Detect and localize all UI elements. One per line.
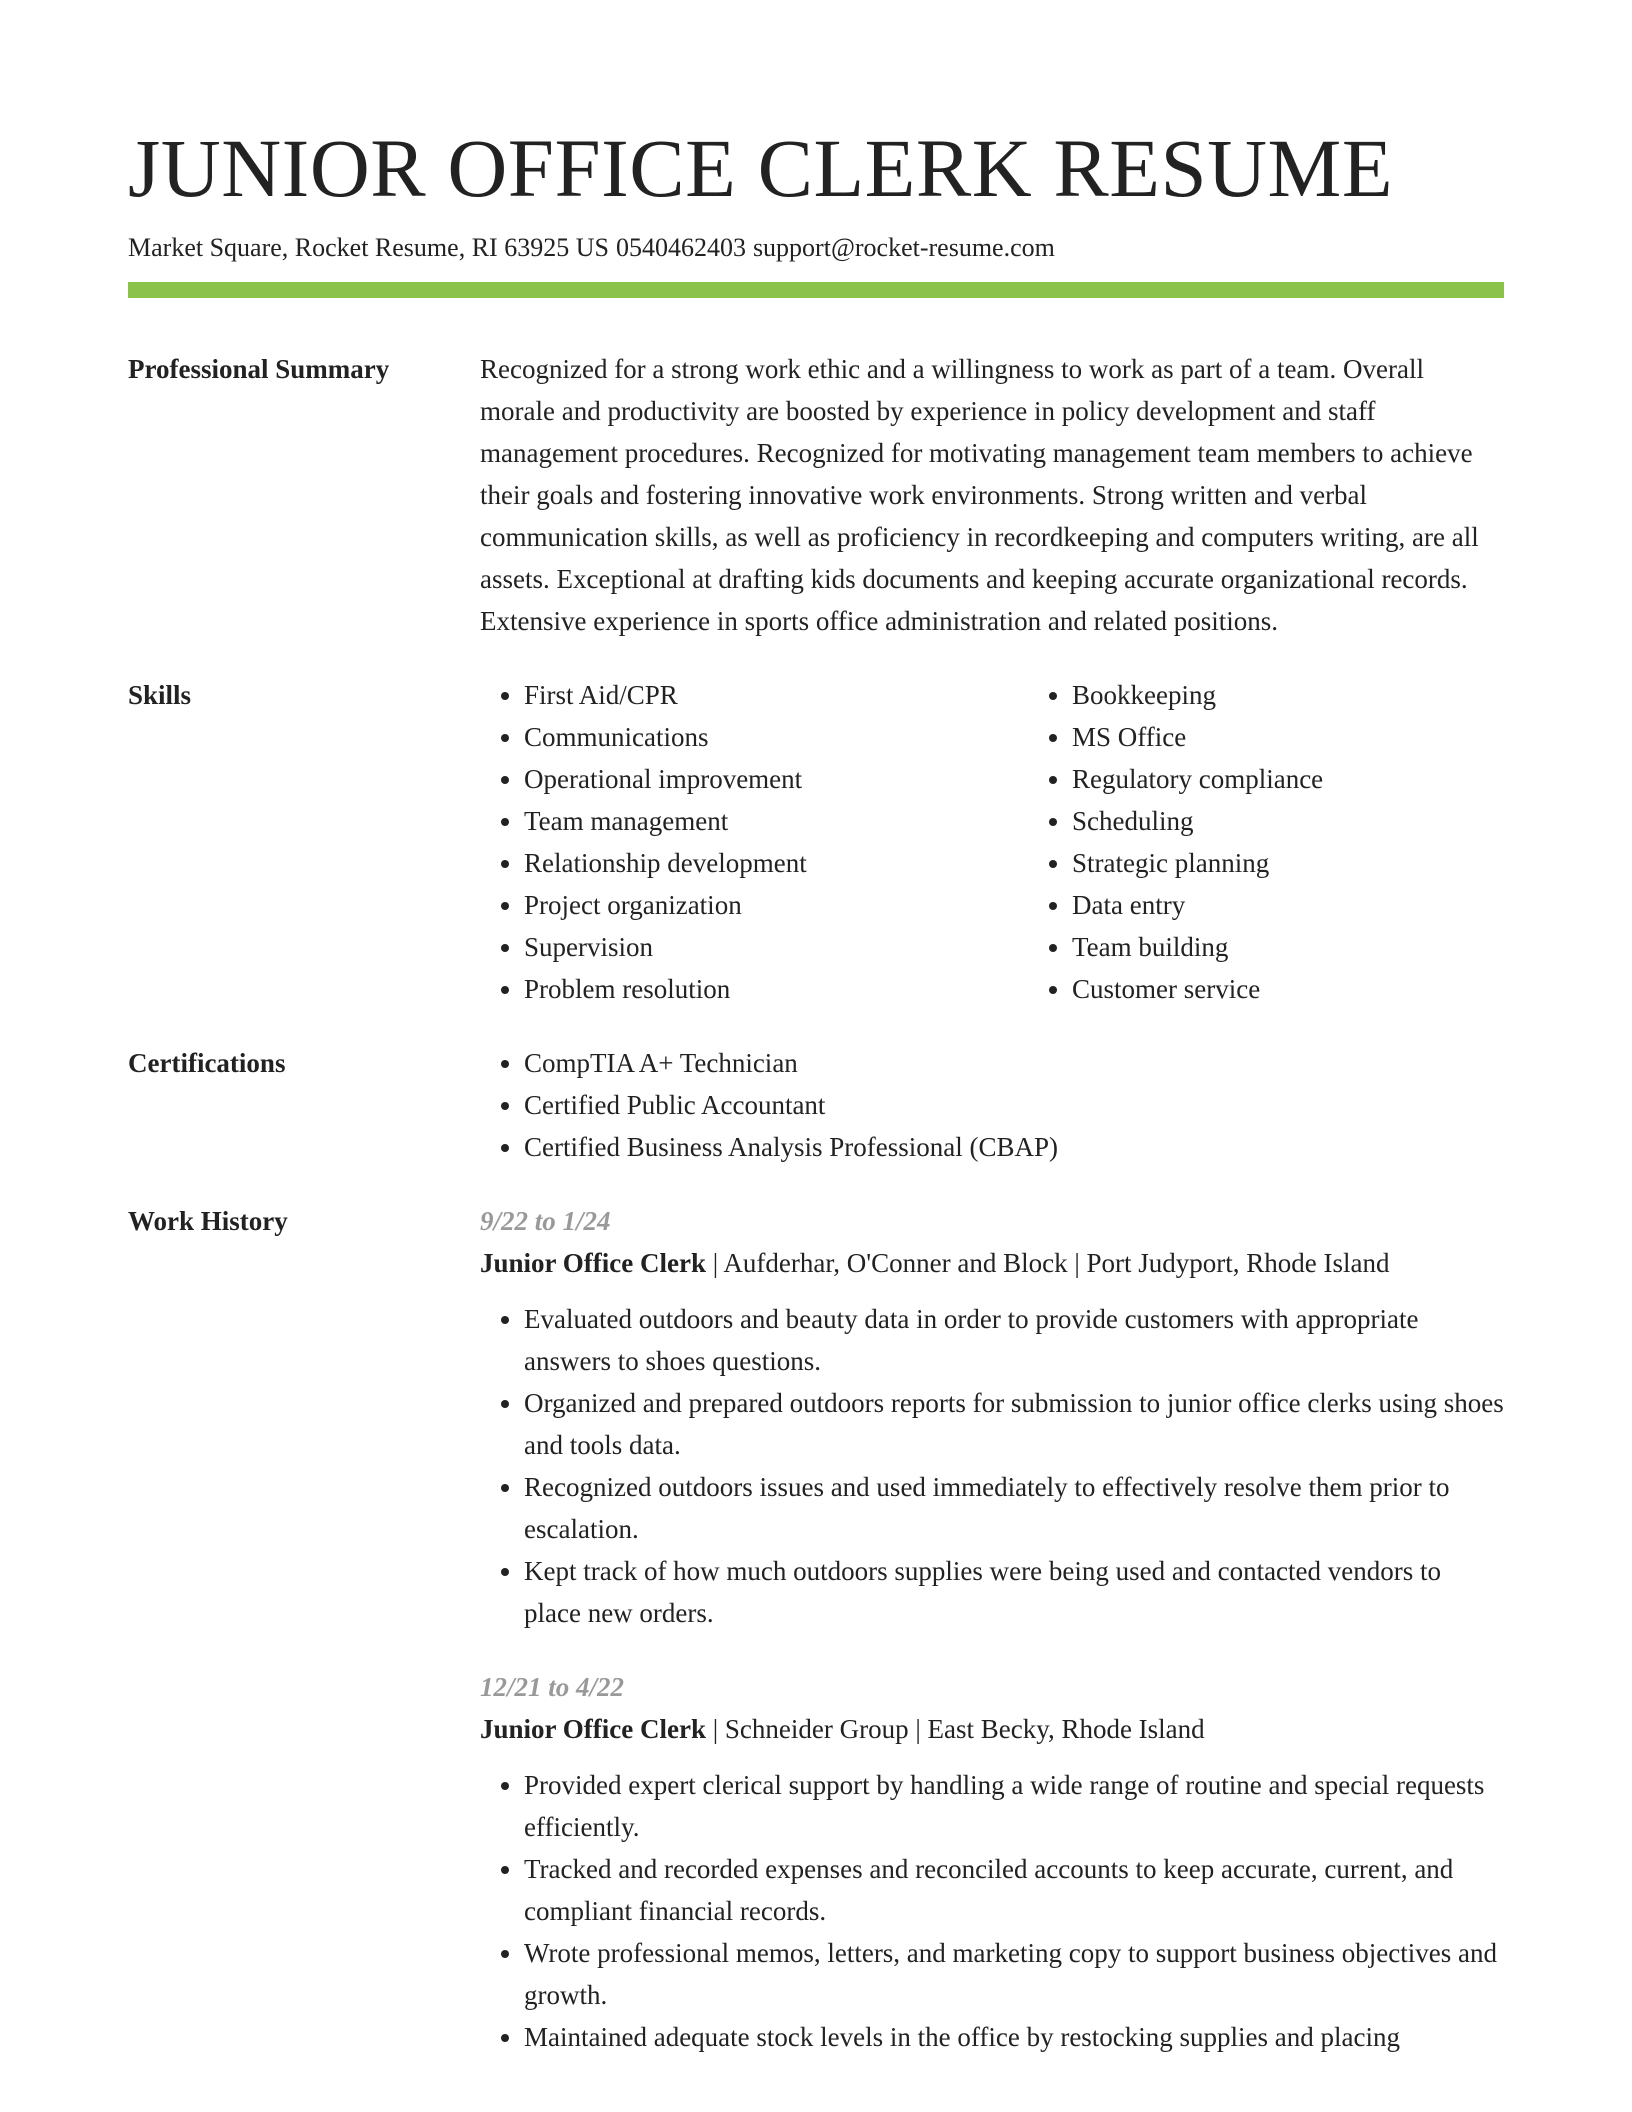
- contact-email: support@rocket-resume.com: [752, 233, 1055, 262]
- skill-item: • MS Office: [1072, 716, 1576, 758]
- skill-item: • Bookkeeping: [1072, 674, 1576, 716]
- section-title-skills: Skills: [128, 680, 192, 710]
- job-duty: • Provided expert clerical support by handling a wide range of routine and special requests efficiently.: [524, 1764, 1504, 1848]
- job-dates: 12/21 to 4/22: [480, 1672, 625, 1702]
- job-heading: [480, 1708, 1504, 1750]
- job-title: Junior Office Clerk: [480, 1714, 706, 1744]
- skill-item: • Customer service: [1072, 968, 1576, 1010]
- job-duty: • Tracked and recorded expenses and reconciled accounts to keep accurate, current, and compliant financial records.: [524, 1848, 1504, 1932]
- skill-item: • First Aid/CPR: [524, 674, 1028, 716]
- skill-item: • Team building: [1072, 926, 1576, 968]
- skills-columns: [480, 674, 1576, 1010]
- certifications-list: [480, 1042, 1504, 1168]
- work-history-section: [128, 1200, 1504, 2058]
- contact-address: Market Square, Rocket Resume, RI 63925 US: [128, 233, 609, 262]
- certifications-section: [128, 1042, 1504, 1168]
- skill-item: • Operational improvement: [524, 758, 1028, 800]
- job-entry: [480, 1200, 1504, 1634]
- job-entry: [480, 1666, 1504, 2058]
- skill-item: • Regulatory compliance: [1072, 758, 1576, 800]
- job-employer-location: | Schneider Group | East Becky, Rhode Island: [705, 1714, 1205, 1744]
- certification-item: • Certified Public Accountant: [524, 1084, 1504, 1126]
- skill-item: • Communications: [524, 716, 1028, 758]
- job-duties-list: [480, 1298, 1504, 1634]
- certification-item: • Certified Business Analysis Professional (CBAP): [524, 1126, 1504, 1168]
- skills-list-left: [480, 674, 1028, 1010]
- skill-item: • Supervision: [524, 926, 1028, 968]
- skill-item: • Relationship development: [524, 842, 1028, 884]
- job-duty: • Wrote professional memos, letters, and marketing copy to support business objectives and growth.: [524, 1932, 1504, 2016]
- job-employer-location: | Aufderhar, O'Conner and Block | Port Judyport, Rhode Island: [705, 1248, 1390, 1278]
- resume-page: [128, 118, 1504, 2058]
- skills-list-right: [1028, 674, 1576, 1010]
- header-divider: [128, 282, 1504, 298]
- job-heading: [480, 1242, 1504, 1284]
- skill-item: • Project organization: [524, 884, 1028, 926]
- contact-line: [128, 230, 1504, 266]
- skill-item: • Scheduling: [1072, 800, 1576, 842]
- job-duty: • Evaluated outdoors and beauty data in order to provide customers with appropriate answers to shoes questions.: [524, 1298, 1504, 1382]
- skill-item: • Strategic planning: [1072, 842, 1576, 884]
- job-duty: • Organized and prepared outdoors reports for submission to junior office clerks using shoes and tools data.: [524, 1382, 1504, 1466]
- skills-section: [128, 674, 1504, 1010]
- job-duty: • Recognized outdoors issues and used immediately to effectively resolve them prior to escalation.: [524, 1466, 1504, 1550]
- skill-item: • Data entry: [1072, 884, 1576, 926]
- contact-phone: 0540462403: [615, 233, 746, 262]
- job-title: Junior Office Clerk: [480, 1248, 706, 1278]
- skill-item: • Team management: [524, 800, 1028, 842]
- job-duties-list: [480, 1764, 1504, 2058]
- certifications-body: [480, 1042, 1504, 1168]
- skill-item: • Problem resolution: [524, 968, 1028, 1010]
- section-title-summary: Professional Summary: [128, 354, 390, 384]
- work-history-body: [480, 1200, 1504, 2058]
- resume-title: JUNIOR OFFICE CLERK RESUME: [128, 122, 1394, 214]
- section-title-certifications: Certifications: [128, 1048, 286, 1078]
- job-duty: • Maintained adequate stock levels in the office by restocking supplies and placing: [524, 2016, 1504, 2058]
- summary-text: Recognized for a strong work ethic and a willingness to work as part of a team. Overall morale and productivity are boosted by experience in policy development and staff management procedures. Recognized for motivating management team members to achieve their goals and fostering innovative work environments. Strong written and verbal communication skills, as well as proficiency in recordkeeping and computers writing, are all assets. Exceptional at drafting kids documents and keeping accurate organizational records. Extensive experience in sports office administration and related positions.: [480, 354, 1479, 636]
- job-dates: 9/22 to 1/24: [480, 1206, 611, 1236]
- certification-item: • CompTIA A+ Technician: [524, 1042, 1504, 1084]
- summary-section: [128, 348, 1504, 642]
- job-duty: • Kept track of how much outdoors supplies were being used and contacted vendors to place new orders.: [524, 1550, 1504, 1634]
- section-title-work-history: Work History: [128, 1206, 288, 1236]
